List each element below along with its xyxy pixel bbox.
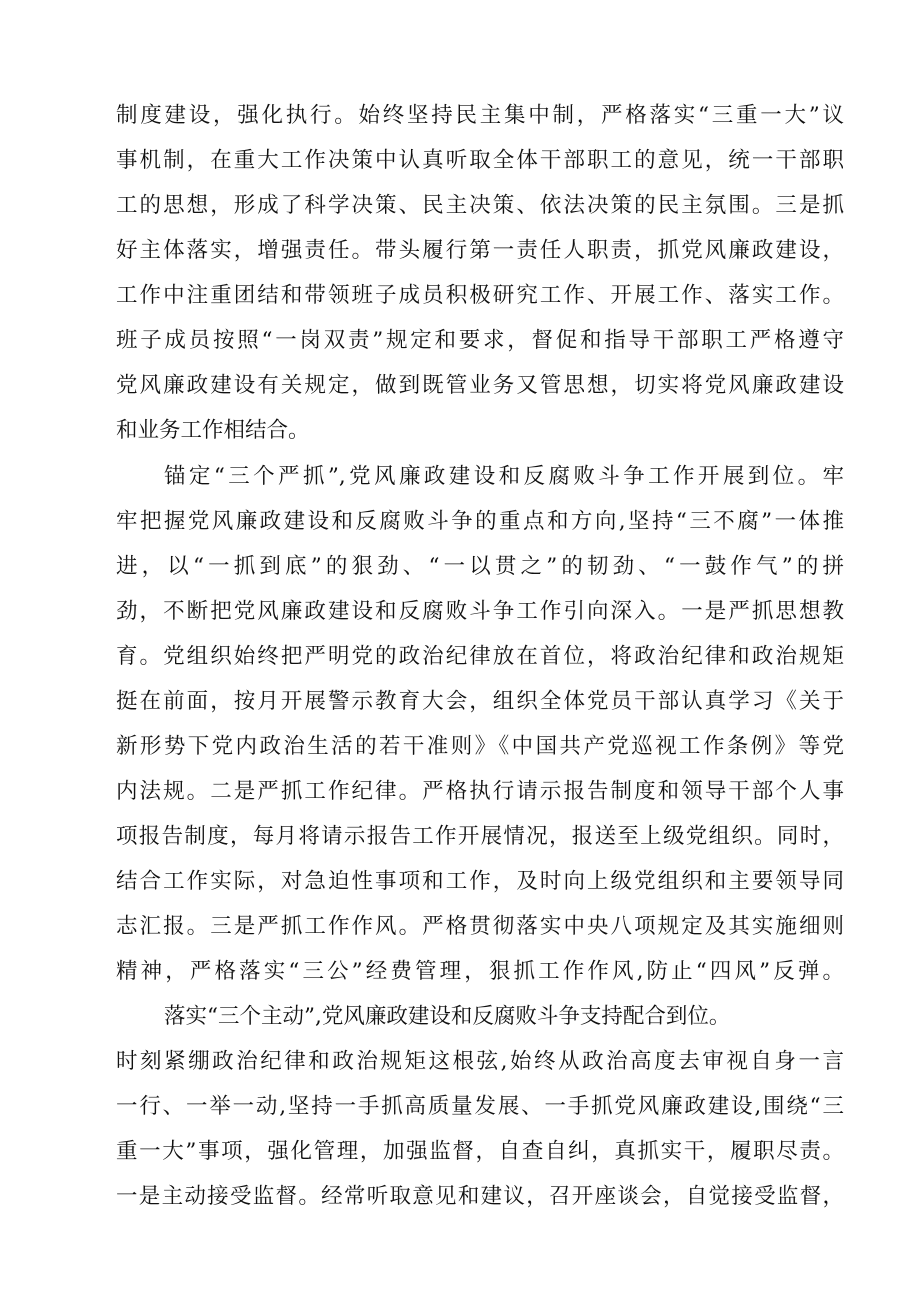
text-line: 时刻紧绷政治纪律和政治规矩这根弦,始终从政治高度去审视自身一言 [116, 1049, 844, 1074]
text-line: 志汇报。三是严抓工作作风。严格贯彻落实中央八项规定及其实施细则 [116, 914, 844, 939]
text-line: 制度建设，强化执行。始终坚持民主集中制，严格落实“三重一大”议 [116, 103, 844, 128]
text-line: 牢把握党风廉政建设和反腐败斗争的重点和方向,坚持“三不腐”一体推 [116, 509, 844, 534]
text-line: 党风廉政建设有关规定，做到既管业务又管思想，切实将党风廉政建设 [116, 373, 844, 398]
paragraph-heading-line: 落实“三个主动”,党风廉政建设和反腐败斗争支持配合到位。 [164, 1004, 731, 1029]
text-line: 挺在前面，按月开展警示教育大会，组织全体党员干部认真学习《关于 [116, 689, 844, 714]
text-line: 工的思想，形成了科学决策、民主决策、依法决策的民主氛围。三是抓 [116, 193, 844, 218]
text-line: 劲，不断把党风廉政建设和反腐败斗争工作引向深入。一是严抓思想教 [116, 599, 844, 624]
text-line: 精神，严格落实“三公”经费管理，狠抓工作作风,防止“四风”反弹。 [116, 959, 844, 984]
text-line: 内法规。二是严抓工作纪律。严格执行请示报告制度和领导干部个人事 [116, 779, 844, 804]
text-line: 一行、一举一动,坚持一手抓高质量发展、一手抓党风廉政建设,围绕“三 [116, 1094, 844, 1119]
text-line: 新形势下党内政治生活的若干准则》《中国共产党巡视工作条例》等党 [116, 734, 844, 759]
text-line: 一是主动接受监督。经常听取意见和建议，召开座谈会，自觉接受监督， [116, 1184, 844, 1209]
text-line: 结合工作实际，对急迫性事项和工作，及时向上级党组织和主要领导同 [116, 869, 844, 894]
text-line: 进，以“一抓到底”的狠劲、“一以贯之”的韧劲、“一鼓作气”的拼 [116, 554, 844, 579]
text-line: 项报告制度，每月将请示报告工作开展情况，报送至上级党组织。同时， [116, 824, 844, 849]
text-line: 事机制，在重大工作决策中认真听取全体干部职工的意见，统一干部职 [116, 148, 844, 173]
text-line: 育。党组织始终把严明党的政治纪律放在首位，将政治纪律和政治规矩 [116, 644, 844, 669]
paragraph-heading-line: 锚定“三个严抓”,党风廉政建设和反腐败斗争工作开展到位。牢 [164, 464, 844, 489]
text-line: 班子成员按照“一岗双责”规定和要求，督促和指导干部职工严格遵守 [116, 328, 844, 353]
text-line: 工作中注重团结和带领班子成员积极研究工作、开展工作、落实工作。 [116, 283, 844, 308]
text-line: 重一大”事项，强化管理，加强监督，自查自纠，真抓实干，履职尽责。 [116, 1139, 844, 1164]
text-line: 和业务工作相结合。 [116, 418, 310, 443]
text-line: 好主体落实，增强责任。带头履行第一责任人职责，抓党风廉政建设， [116, 238, 844, 263]
